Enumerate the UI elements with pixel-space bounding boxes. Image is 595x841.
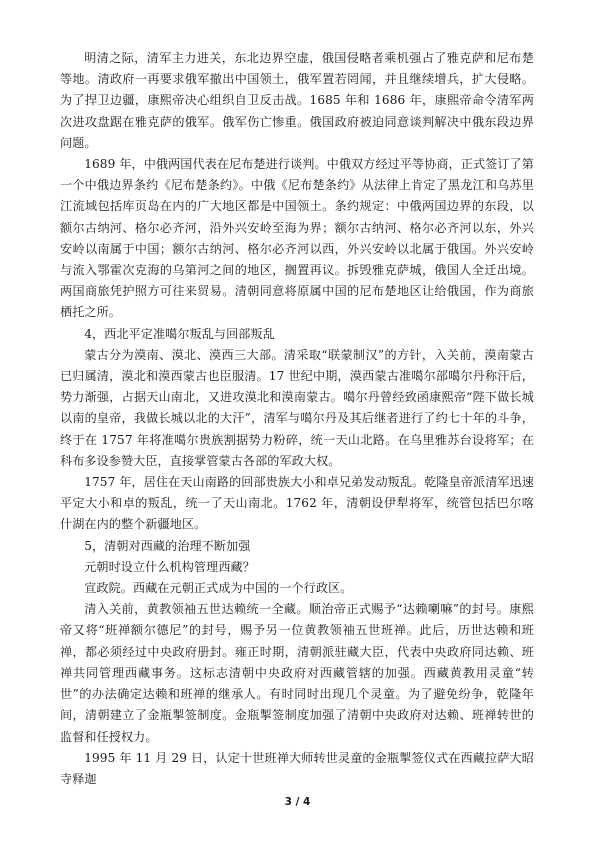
paragraph-1995-golden-urn: 1995 年 11 月 29 日，认定十世班禅大师转世灵童的金瓶掣签仪式在西藏拉萨大昭寺释迦 — [60, 750, 534, 786]
document-body — [60, 48, 534, 790]
paragraph-treaty-of-nerchinsk: 1689 年，中俄两国代表在尼布楚进行谈判。中俄双方经过平等协商，正式签订了第一个中俄边界条约《尼布楚条约》。中俄《尼布楚条约》从法律上肯定了黑龙江和乌苏里江流域包括库页岛在内的广大地区都是中国领土。条约规定：中俄两国边界的东段，以额尔古纳河、格尔必齐河，沿外兴安岭至海为界；额尔古纳河、格尔必齐河以东，外兴安岭以南属于中国；额尔古纳河、格尔必齐河以西，外兴安岭以北属于俄国。外兴安岭与流入鄂霍次克海的乌第河之间的地区，搁置再议。拆毁雅克萨城，俄国人全迁出境。两国商旅凭护照方可往来贸易。清朝同意将原属中国的尼布楚地区让给俄国，作为商旅栖托之所。 — [60, 157, 534, 320]
answer-xuanzheng-yuan: 宣政院。西藏在元朝正式成为中国的一个行政区。 — [84, 581, 353, 596]
page-number: 3 / 4 — [284, 796, 311, 808]
question-yuan-tibet: 元朝时设立什么机构管理西藏？ — [84, 559, 255, 574]
paragraph-ming-qing-northeast: 明清之际，清军主力进关，东北边界空虚，俄国侵略者乘机强占了雅克萨和尼布楚等地。清政府一再要求俄军撤出中国领土，俄军置若罔闻，并且继续增兵，扩大侵略。为了捍卫边疆，康熙帝决心组织自卫反击战。1685 年和 1686 年，康熙帝命令清军两次进攻盘踞在雅克萨的俄军。俄军伤亡惨重。俄国政府被迫同意谈判解决中俄东段边界问题。 — [60, 51, 534, 150]
paragraph-khoja-rebellion: 1757 年，居住在天山南路的回部贵族大小和卓兄弟发动叛乱。乾隆皇帝派清军迅速平定大小和卓的叛乱，统一了天山南北。1762 年，清朝设伊犁将军，统管包括巴尔喀什湖在内的整个新疆地区。 — [60, 475, 534, 532]
section-heading-northwest: 4，西北平定准噶尔叛乱与回部叛乱 — [84, 326, 275, 341]
section-heading-tibet: 5，清朝对西藏的治理不断加强 — [84, 538, 251, 553]
paragraph-dalai-panchen: 清入关前，黄教领袖五世达赖统一全藏。顺治帝正式赐予“达赖喇嘛”的封号。康熙帝又将“班禅额尔德尼”的封号，赐予另一位黄教领袖五世班禅。此后，历世达赖和班禅，都必须经过中央政府册封。雍正时期，清朝派驻藏大臣，代表中央政府同达赖、班禅共同管理西藏事务。这标志清朝中央政府对西藏管辖的加强。西藏黄教用灵童“转世”的办法确定达赖和班禅的继承人。有时同时出现几个灵童。为了避免纷争，乾隆年间，清朝建立了金瓶掣签制度。金瓶掣签制度加强了清朝中央政府对达赖、班禅转世的监督和任授权力。 — [60, 602, 534, 744]
paragraph-mongolia-dzungar: 蒙古分为漠南、漠北、漠西三大部。清采取“联蒙制汉”的方针，入关前，漠南蒙古已归属清，漠北和漠西蒙古也臣服清。17 世纪中期，漠西蒙古准噶尔部噶尔丹称汗后，势力渐强，占据天山南北，又进攻漠北和漠南蒙古。噶尔丹曾经致函康熙帝“陛下做长城以南的皇帝，我做长城以北的大汗”，清军与噶尔丹及其后继者进行了约七十年的斗争，终于在 1757 年将准噶尔贵族割据势力粉碎，统一天山北路。在乌里雅苏台设将军；在科布多设参赞大臣，直接掌管蒙古各部的军政大权。 — [60, 347, 534, 468]
